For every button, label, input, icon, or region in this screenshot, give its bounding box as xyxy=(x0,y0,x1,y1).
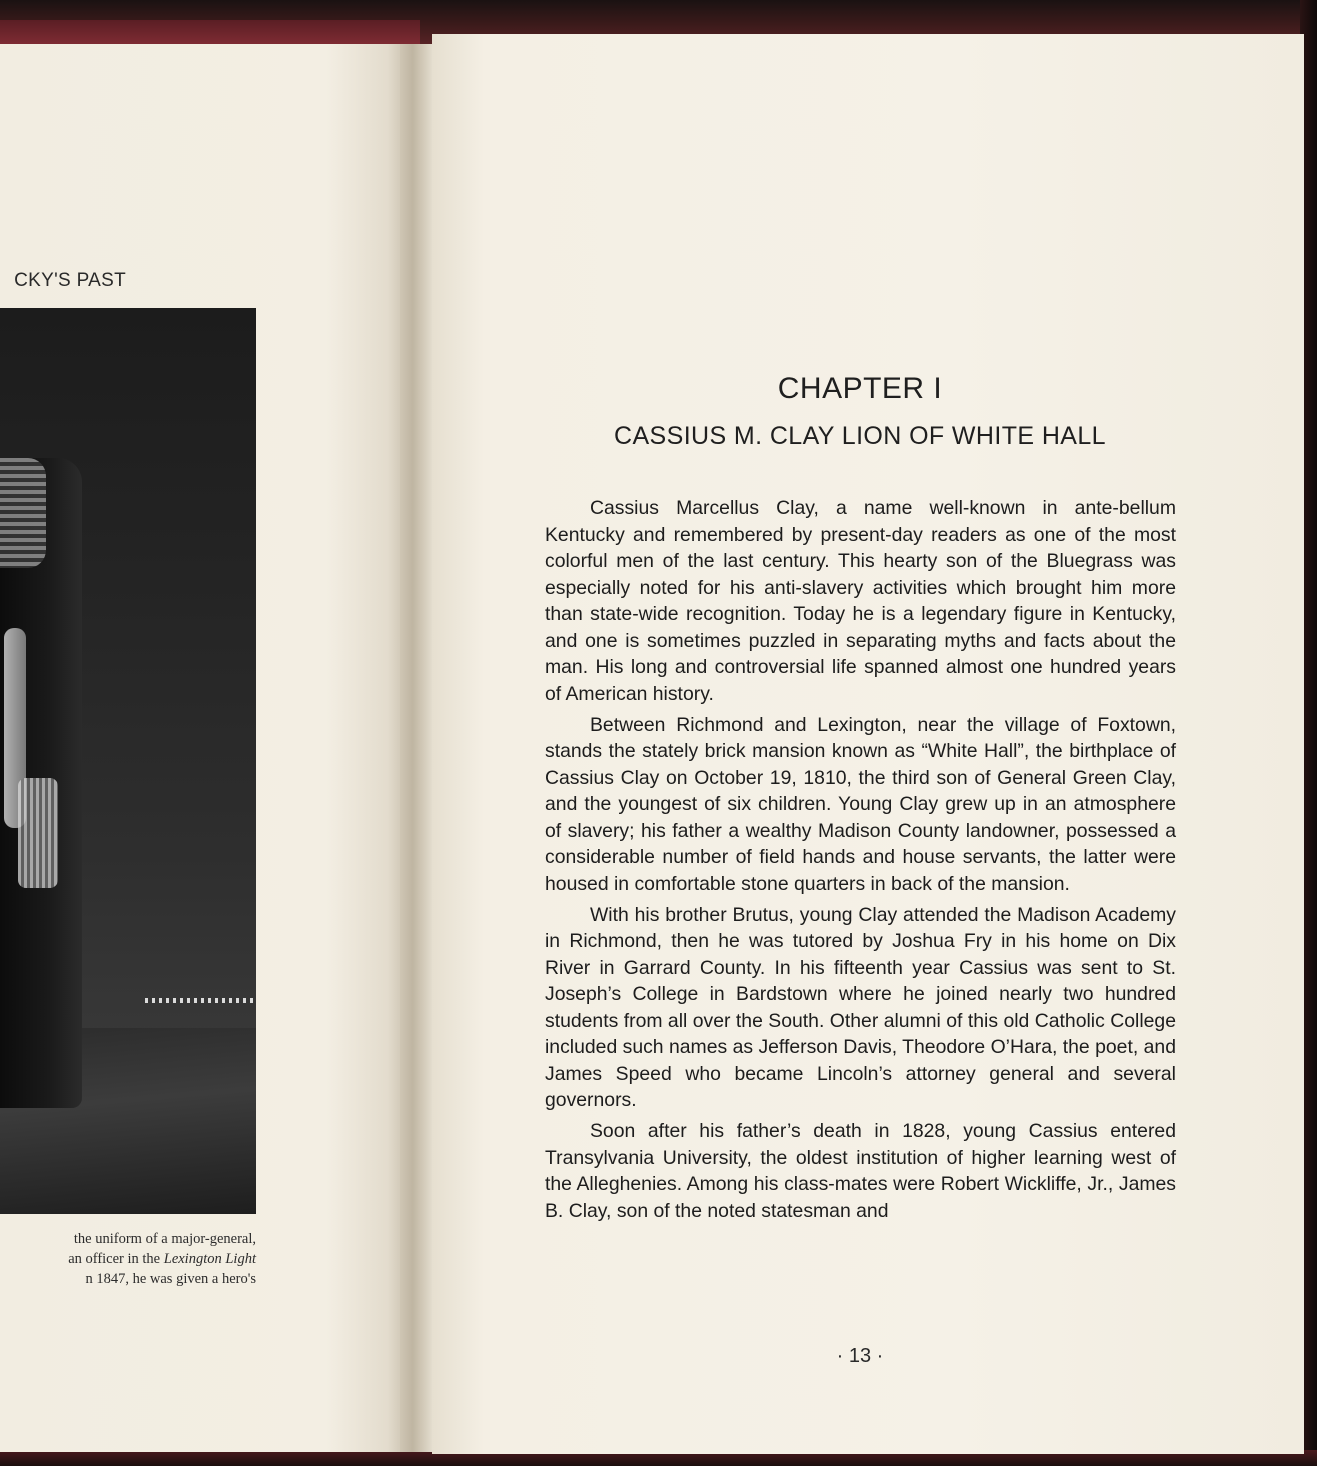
paragraph: Cassius Marcellus Clay, a name well-known in ante-bellum Kentucky and remembered by present-day readers as one of the most colorful men of the last century. This hearty son of the Bluegrass was especially noted for his anti-slavery activities which brought him more than state-wide recognition. Today he is a legendary figure in Kentucky, and one is sometimes puzzled in separating myths and facts about the man. His long and controversial life spanned almost one hundred years of American history. xyxy=(545,497,1176,705)
book-gutter xyxy=(400,44,436,1452)
chapter-title: CASSIUS M. CLAY LION OF WHITE HALL xyxy=(614,422,1106,450)
portrait-photo xyxy=(0,308,256,1214)
caption-line: n 1847, he was given a hero's xyxy=(85,1271,256,1287)
chapter-body xyxy=(545,495,1176,1229)
page-number: · 13 · xyxy=(836,1345,884,1367)
left-page xyxy=(0,44,408,1452)
photo-tassel xyxy=(18,778,58,888)
caption-line: an officer in the Lexington Light xyxy=(68,1251,256,1267)
paragraph: With his brother Brutus, young Clay attended the Madison Academy in Richmond, then he was tutored by Joshua Fry in his home on Dix River in Garrard County. In his fifteenth year Cassius was sent to St. Joseph’s College in Bardstown where he joined nearly two hundred students from all over the South. Other alumni of this old Catholic College included such names as Jefferson Davis, Theodore O’Hara, the poet, and James Speed who became Lincoln’s attorney general and several governors. xyxy=(545,903,1176,1111)
photo-caption xyxy=(0,1229,256,1289)
chapter-number: CHAPTER I xyxy=(777,372,943,405)
paragraph: Soon after his father’s death in 1828, young Cassius entered Transylvania University, the oldest institution of higher learning west of the Alleghenies. Among his class-mates were Robert Wickliffe, Jr., James B. Clay, son of the noted statesman and xyxy=(545,1120,1176,1222)
running-head: CKY'S PAST xyxy=(14,270,126,291)
photo-lights xyxy=(145,998,256,1003)
paragraph: Between Richmond and Lexington, near the village of Foxtown, stands the stately brick mansion known as “White Hall”, the birthplace of Cassius Clay on October 19, 1810, the third son of General Green Clay, and the youngest of six children. Young Clay grew up in an atmosphere of slavery; his father a wealthy Madison County landowner, possessed a considerable number of field hands and house servants, the latter were housed in comfortable stone quarters in back of the mansion. xyxy=(545,713,1176,895)
caption-line: the uniform of a major-general, xyxy=(73,1231,256,1247)
photo-epaulet xyxy=(0,458,46,568)
